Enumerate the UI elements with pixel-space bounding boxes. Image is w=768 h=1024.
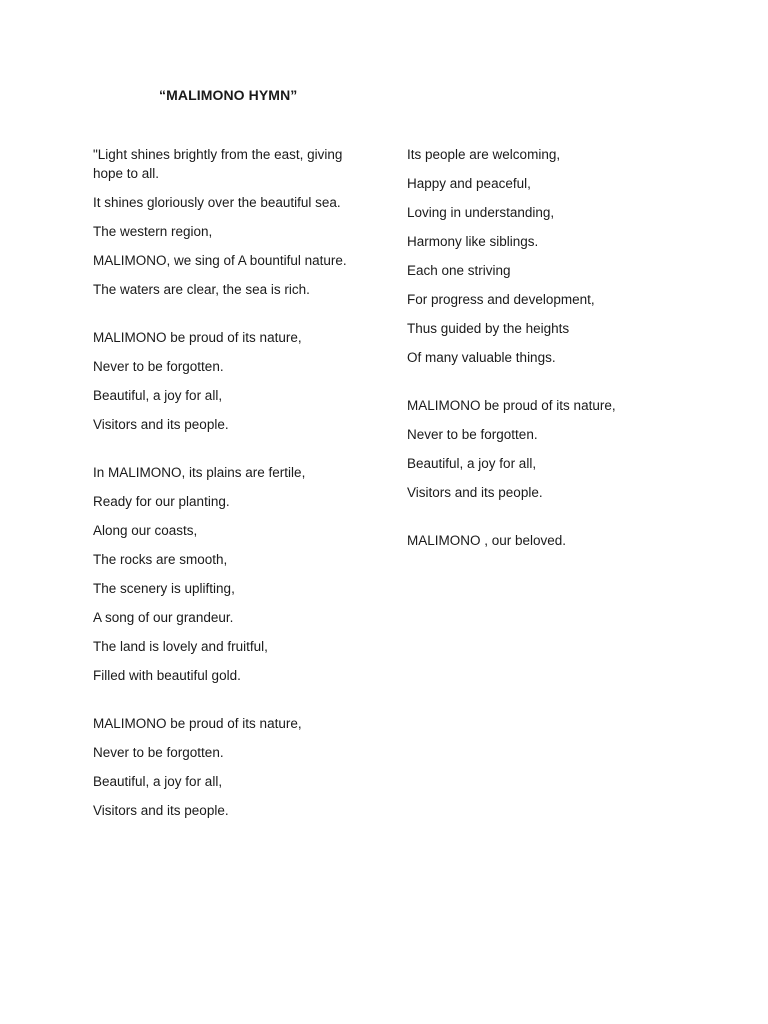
- stanza: [93, 328, 373, 434]
- left-column: [93, 145, 373, 830]
- lyric-line: Happy and peaceful,: [407, 176, 531, 191]
- lyric-line: Loving in understanding,: [407, 205, 555, 220]
- lyric-line: Of many valuable things.: [407, 350, 556, 365]
- stanza: [93, 714, 373, 820]
- lyric-line: The waters are clear, the sea is rich.: [93, 282, 310, 297]
- lyric-line: Visitors and its people.: [93, 417, 229, 432]
- stanza: [93, 463, 373, 685]
- lyric-line: Filled with beautiful gold.: [93, 668, 241, 683]
- lyric-line: Never to be forgotten.: [93, 359, 224, 374]
- stanza: [93, 145, 373, 299]
- stanza-gap: [93, 695, 373, 714]
- lyric-line: Never to be forgotten.: [93, 745, 224, 760]
- lyric-line: Beautiful, a joy for all,: [93, 388, 223, 403]
- lyric-line: Never to be forgotten.: [407, 427, 538, 442]
- lyric-line: It shines gloriously over the beautiful sea.: [93, 195, 341, 210]
- lyric-line: The western region,: [93, 224, 213, 239]
- lyric-line: MALIMONO be proud of its nature,: [93, 330, 302, 345]
- lyric-line: For progress and development,: [407, 292, 595, 307]
- lyric-line: Beautiful, a joy for all,: [93, 774, 223, 789]
- lyric-line: MALIMONO , our beloved.: [407, 533, 567, 548]
- lyric-line: Each one striving: [407, 263, 511, 278]
- lyric-line: Its people are welcoming,: [407, 147, 561, 162]
- lyric-line: Ready for our planting.: [93, 494, 230, 509]
- stanza: [407, 396, 707, 502]
- stanza: [407, 145, 707, 367]
- stanza-gap: [407, 512, 707, 531]
- lyric-line: MALIMONO be proud of its nature,: [93, 716, 302, 731]
- hymn-title: “MALIMONO HYMN”: [159, 87, 298, 103]
- lyric-line: Beautiful, a joy for all,: [407, 456, 537, 471]
- lyric-line: "Light shines brightly from the east, giving hope to all.: [93, 147, 343, 181]
- stanza-gap: [407, 377, 707, 396]
- lyric-line: Thus guided by the heights: [407, 321, 570, 336]
- lyric-line: MALIMONO, we sing of A bountiful nature.: [93, 253, 347, 268]
- lyric-line: In MALIMONO, its plains are fertile,: [93, 465, 306, 480]
- stanza-gap: [93, 444, 373, 463]
- lyric-line: The land is lovely and fruitful,: [93, 639, 268, 654]
- lyric-line: The scenery is uplifting,: [93, 581, 235, 596]
- lyric-line: Harmony like siblings.: [407, 234, 539, 249]
- stanza: [407, 531, 707, 550]
- lyric-line: A song of our grandeur.: [93, 610, 234, 625]
- lyric-line: MALIMONO be proud of its nature,: [407, 398, 616, 413]
- right-column: [407, 145, 707, 560]
- lyric-line: The rocks are smooth,: [93, 552, 228, 567]
- lyric-line: Along our coasts,: [93, 523, 198, 538]
- stanza-gap: [93, 309, 373, 328]
- lyric-line: Visitors and its people.: [93, 803, 229, 818]
- lyric-line: Visitors and its people.: [407, 485, 543, 500]
